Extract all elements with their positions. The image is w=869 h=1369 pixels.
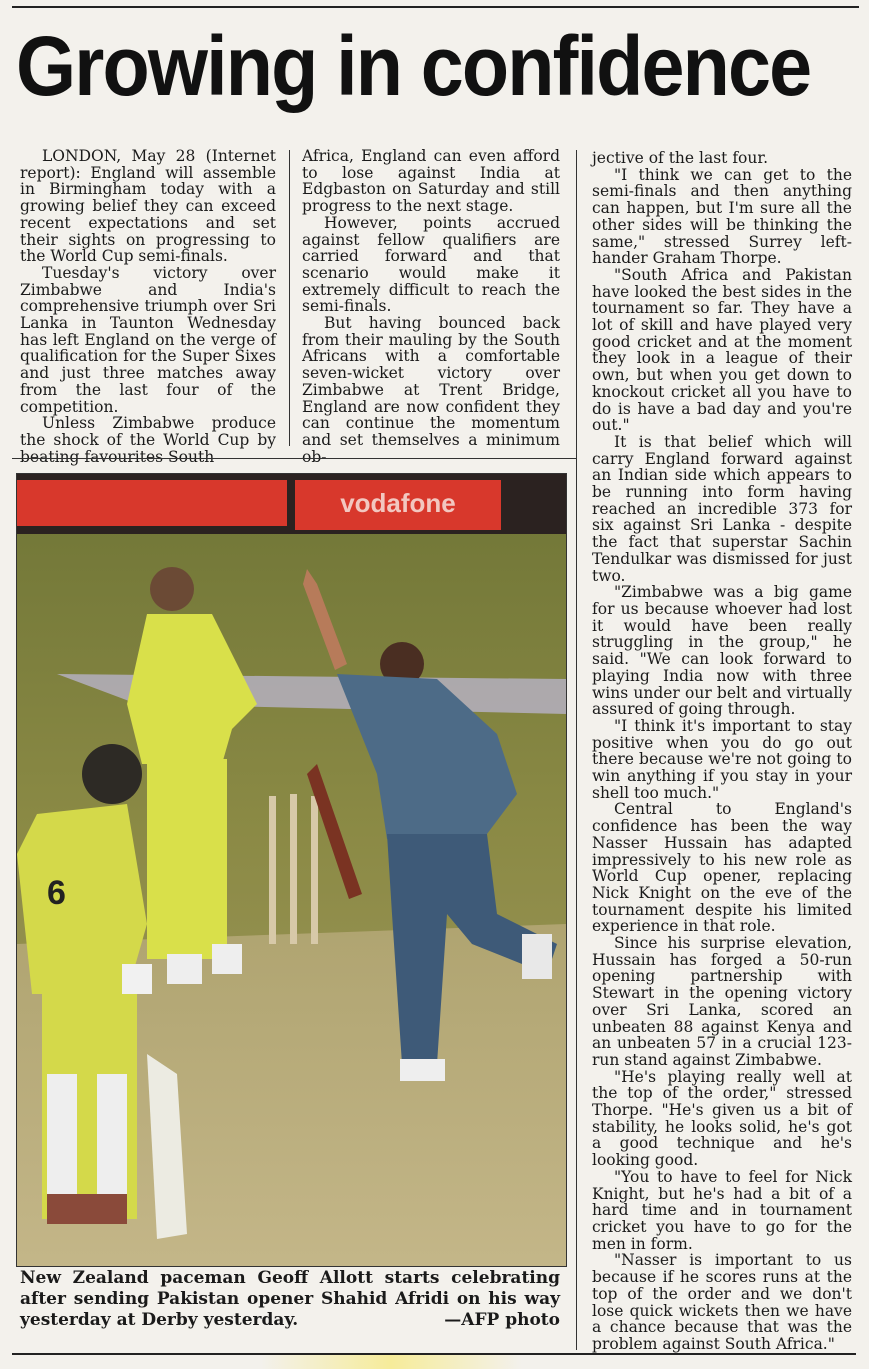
- news-photo: [16, 473, 567, 1267]
- shirt-number: 6: [47, 874, 66, 912]
- cricket-photo-illustration: [17, 474, 566, 1266]
- photo-caption: New Zealand paceman Geoff Allott starts celebrating after sending Pakistan opener Shahid Afridi on his way yesterday at Derby yesterday.: [20, 1268, 560, 1330]
- column-divider: [289, 150, 290, 446]
- paragraph: But having bounced back from their mauling by the South Africans with a comfortable seven-wicket victory over Zimbabwe at Trent Bridge, England are now confident they can continue the momentum and set themselves a minimum ob-: [302, 314, 560, 466]
- paragraph: "I think we can get to the semi-finals and then anything can happen, but I'm sure all the other sides will be thinking the same," stressed Surrey left-hander Graham Thorpe.: [592, 165, 852, 268]
- paragraph: Unless Zimbabwe produce the shock of the World Cup by beating favourites South: [20, 414, 276, 466]
- page-edge: [0, 1355, 869, 1369]
- paragraph: "Nasser is important to us because if he scores runs at the top of the order and we don't lose quick wickets then we have a chance because that was the problem against South Africa.": [592, 1251, 852, 1353]
- paragraph: It is that belief which will carry England forward against an Indian side which appears to be running into form having reached an incredible 373 for six against Sri Lanka - despite the fact that superstar Sachin Tendulkar was dismissed for just two.: [592, 432, 852, 585]
- paragraph: Central to England's confidence has been the way Nasser Hussain has adapted impressively to his new role as World Cup opener, replacing Nick Knight on the eve of the tournament despite his limited experience in that role.: [592, 800, 852, 936]
- paragraph: "South Africa and Pakistan have looked the best sides in the tournament so far. They have a lot of skill and have played very good cricket and at the moment they look in a league of their own, but when you get down to knockout cricket all you have to do is have a bad day and you're out.": [592, 265, 852, 435]
- photo-credit: —AFP photo: [444, 1310, 560, 1330]
- paragraph: Since his surprise elevation, Hussain has forged a 50-run opening partnership with Stewart in the opening victory over Sri Lanka, scored an unbeaten 88 against Kenya and an unbeaten 57 in a crucial 123-run stand against Zimbabwe.: [592, 934, 852, 1069]
- paragraph: "He's playing really well at the top of the order," stressed Thorpe. "He's given us a bit of stability, he looks solid, he's got a good technique and he's looking good.: [592, 1067, 852, 1170]
- section-rule: [12, 458, 576, 459]
- article-column-3: [592, 149, 852, 1353]
- billboard-text: vodafone: [340, 488, 456, 518]
- paragraph: However, points accrued against fellow qualifiers are carried forward and that scenario would make it extremely difficult to reach the semi-finals.: [302, 213, 560, 316]
- article-column-1: [20, 147, 276, 466]
- column-divider: [576, 150, 577, 1350]
- paragraph: "Zimbabwe was a big game for us because whoever had lost it would have been really struggling in the group," he said. "We can look forward to playing India now with three wins under our belt and virtually assured of going through.: [592, 583, 852, 719]
- article-column-2: [302, 147, 560, 466]
- paragraph: Africa, England can even afford to lose against India at Edgbaston on Saturday and still progress to the next stage.: [302, 147, 560, 216]
- paragraph: "I think it's important to stay positive when you do go out there because we're not going to win anything if you stay in your shell too much.": [592, 716, 852, 802]
- billboard-panel: [17, 480, 287, 526]
- paragraph: jective of the last four.: [592, 149, 769, 167]
- paragraph: "You to have to feel for Nick Knight, but he's had a bit of a hard time and in tournament cricket you have to go for the men in form.: [592, 1167, 852, 1253]
- paragraph: Tuesday's victory over Zimbabwe and India's comprehensive triumph over Sri Lanka in Taunton Wednesday has left England on the verge of qualification for the Super Sixes and just three matches away from the last four of the competition.: [20, 263, 276, 416]
- paragraph: LONDON, May 28 (Internet report): England will assemble in Birmingham today with a growing belief they can exceed recent expectations and set their sights on progressing to the World Cup semi-finals.: [20, 147, 276, 266]
- headline: Growing in confidence: [16, 19, 811, 113]
